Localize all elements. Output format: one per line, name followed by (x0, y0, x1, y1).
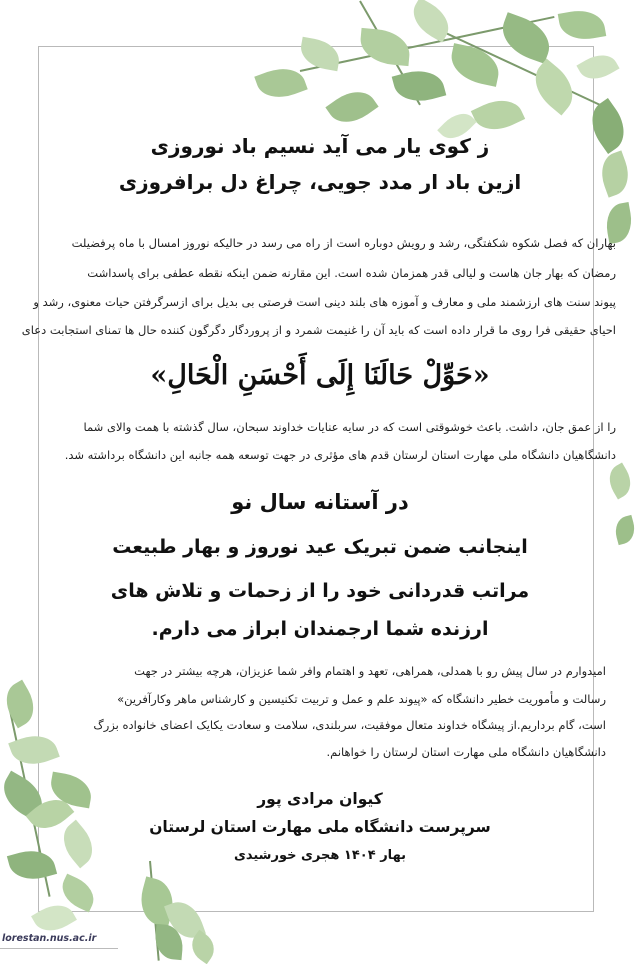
poem-line-2: ازین باد ار مدد جویی، چراغ دل برافروزی (118, 170, 522, 194)
intro-line-1: بهاران که فصل شکوه شکفتگی، رشد و رویش دوباره است از راه می رسد در حالیکه نوروز امسال با ماه پرفضیلت (71, 236, 616, 250)
quranic-prayer: «حَوِّلْ حَالَنَا إِلَى أَحْسَنِ الْحَالِ» (150, 360, 490, 391)
after-ayah-line-2: دانشگاهیان دانشگاه ملی مهارت استان لرستان قدم های مؤثری در جهت توسعه همه جانبه این دانشگاه برداشته شد. (64, 448, 616, 462)
poem-line-1: ز کوی یار می آید نسیم باد نوروزی (150, 134, 490, 158)
headline-line-1: در آستانه سال نو (231, 490, 409, 514)
closing-line-3: است، گام برداریم.از پیشگاه خداوند متعال موفقیت، سربلندی، سلامت و سعادت یکایک اعضای خانواده بزرگ (93, 718, 606, 732)
intro-line-2: رمضان که بهار جان هاست و لیالی قدر همزمان شده است. این مقارنه ضمن اینکه نقطه عطفی برای پاسداشت (87, 266, 616, 280)
signatory-title: سرپرست دانشگاه ملی مهارت استان لرستان (149, 818, 491, 836)
intro-line-3: پیوند سنت های ارزشمند ملی و معارف و آموزه های بلند دینی است فرصتی بی بدیل برای ازسرگرفتن حیات معنوی، رشد و (33, 295, 616, 309)
intro-line-4: احیای حقیقی فرا روی ما قرار داده است که باید آن را غنیمت شمرد و از پروردگار دگرگون کننده حال ها تمنای استجابت دعای (21, 323, 616, 337)
after-ayah-line-1: را از عمق جان، داشت. باعث خوشوقتی است که در سایه عنایات خداوند سبحان، سال گذشته با همت والای شما (83, 420, 616, 434)
signatory-name: کیوان مرادی پور (257, 790, 383, 808)
letter-content (14, 0, 626, 960)
closing-line-1: امیدوارم در سال پیش رو با همدلی، همراهی، تعهد و اهتمام وافر شما عزیزان، هرچه بیشتر در جهت (134, 664, 606, 678)
headline-line-4: ارزنده شما ارجمندان ابراز می دارم. (151, 618, 489, 640)
closing-line-4: دانشگاهیان دانشگاه ملی مهارت استان لرستان را خواهانم. (326, 745, 606, 759)
headline-line-2: اینجانب ضمن تبریک عید نوروز و بهار طبیعت (112, 536, 528, 558)
headline-line-3: مراتب قدردانی خود را از زحمات و تلاش های (110, 580, 530, 602)
closing-line-2: رسالت و مأموریت خطیر دانشگاه که «پیوند علم و عمل و تربیت تکنیسین و کارشناس ماهر وکارآفرین» (117, 692, 606, 706)
website-url[interactable]: lorestan.nus.ac.ir (2, 933, 97, 944)
letter-date: بهار ۱۴۰۴ هجری خورشیدی (233, 848, 407, 863)
footer-divider (0, 948, 118, 949)
